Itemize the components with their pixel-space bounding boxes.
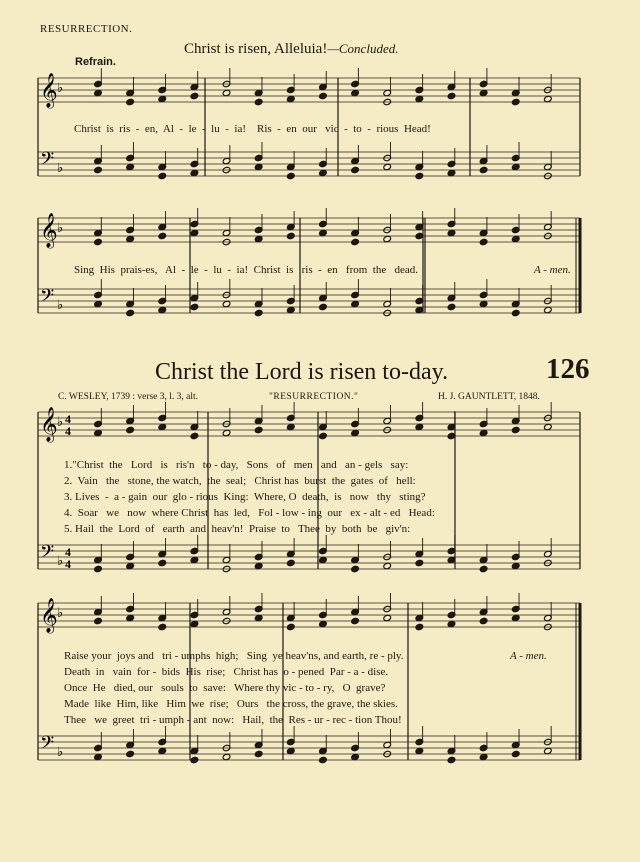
refrain-label: Refrain.: [75, 56, 116, 68]
bass-clef-icon: 𝄢: [40, 149, 55, 174]
flat-key-signature-icon: ♭: [57, 297, 64, 312]
note-head: [222, 753, 231, 760]
hymn-amen: A - men.: [510, 650, 547, 662]
note-head: [94, 166, 103, 173]
bass-clef-icon: 𝄢: [40, 286, 55, 311]
note-head: [287, 172, 296, 179]
note-head: [544, 306, 553, 313]
note-head: [190, 432, 199, 439]
note-head: [94, 753, 103, 760]
note-head: [287, 623, 296, 630]
note-head: [351, 565, 360, 572]
note-head: [479, 300, 488, 307]
time-signature-top: 4: [65, 412, 71, 426]
note-head: [254, 614, 263, 621]
time-signature-bottom: 4: [65, 424, 71, 438]
treble-clef-icon: 𝄞: [40, 73, 58, 108]
note-head: [319, 229, 328, 236]
note-head: [126, 98, 135, 105]
note-head: [447, 92, 456, 99]
note-head: [479, 238, 488, 245]
note-head: [479, 429, 488, 436]
note-head: [479, 565, 488, 572]
bass-clef-icon: 𝄢: [40, 733, 55, 758]
note-head: [415, 747, 424, 754]
note-head: [126, 614, 135, 621]
note-head: [126, 426, 135, 433]
note-head: [158, 559, 167, 566]
note-head: [287, 95, 296, 102]
note-head: [287, 232, 296, 239]
note-head: [94, 238, 103, 245]
note-head: [415, 559, 424, 566]
note-head: [479, 166, 488, 173]
note-head: [351, 300, 360, 307]
flat-key-signature-icon: ♭: [57, 553, 64, 568]
note-head: [415, 95, 424, 102]
refrain-lyrics-line1: Christ is ris - en, Al - le - lu - ia! Ris - en our vic - to - rious Head!: [74, 123, 431, 135]
note-head: [254, 235, 263, 242]
note-head: [94, 617, 103, 624]
note-head: [254, 750, 263, 757]
note-head: [511, 163, 520, 170]
note-head: [254, 98, 263, 105]
note-head: [126, 750, 135, 757]
note-head: [319, 92, 328, 99]
flat-key-signature-icon: ♭: [57, 160, 64, 175]
hymn-title: Christ the Lord is risen to-day.: [155, 359, 449, 385]
note-head: [511, 426, 520, 433]
note-head: [287, 306, 296, 313]
note-head: [511, 562, 520, 569]
note-head: [254, 426, 263, 433]
note-head: [190, 229, 199, 236]
note-head: [511, 614, 520, 621]
note-head: [479, 753, 488, 760]
note-head: [511, 98, 520, 105]
note-head: [126, 163, 135, 170]
note-head: [94, 429, 103, 436]
note-head: [415, 306, 424, 313]
note-head: [479, 617, 488, 624]
note-head: [158, 232, 167, 239]
note-head: [415, 423, 424, 430]
note-head: [511, 235, 520, 242]
note-head: [94, 565, 103, 572]
note-head: [158, 747, 167, 754]
note-head: [158, 172, 167, 179]
verse-3-line1: 3. Lives - a - gain our glo - rious King: Where, O death, is now thy sting?: [64, 491, 426, 503]
note-head: [351, 753, 360, 760]
hymn-number: 126: [546, 353, 590, 385]
note-head: [351, 166, 360, 173]
note-head: [447, 169, 456, 176]
note-head: [190, 620, 199, 627]
note-head: [447, 756, 456, 763]
note-head: [319, 432, 328, 439]
treble-clef-icon: 𝄞: [40, 407, 58, 442]
flat-key-signature-icon: ♭: [57, 220, 64, 235]
verse-1-line1: 1."Christ the Lord is ris'n to - day, Sons of men and an - gels say:: [64, 459, 409, 471]
credit-music: H. J. GAUNTLETT, 1848.: [438, 392, 540, 402]
note-head: [222, 89, 231, 96]
first-hymn-title-text: Christ is risen, Alleluia!: [184, 41, 328, 57]
note-head: [94, 89, 103, 96]
note-head: [479, 89, 488, 96]
note-head: [222, 429, 231, 436]
note-head: [190, 169, 199, 176]
note-head: [158, 95, 167, 102]
note-head: [222, 300, 231, 307]
verse-4-line1: 4. Soar we now where Christ has led, Fol - low - ing our ex - alt - ed Head:: [64, 507, 435, 519]
note-head: [94, 300, 103, 307]
note-head: [415, 232, 424, 239]
note-head: [319, 620, 328, 627]
note-head: [190, 556, 199, 563]
verse-4-line2: Made like Him, like Him we rise; Ours the cross, the grave, the skies.: [64, 698, 398, 710]
flat-key-signature-icon: ♭: [57, 80, 64, 95]
note-head: [351, 89, 360, 96]
verse-3-line2: Once He died, our souls to save: Where thy vic - to - ry, O grave?: [64, 682, 386, 694]
note-head: [415, 172, 424, 179]
note-head: [287, 747, 296, 754]
verse-5-line2: Thee we greet tri - umph - ant now: Hail, the Res - ur - rec - tion Thou!: [64, 714, 402, 726]
note-head: [383, 163, 392, 170]
tune-name: "RESURRECTION.": [269, 392, 359, 402]
note-head: [383, 614, 392, 621]
note-head: [544, 95, 553, 102]
treble-clef-icon: 𝄞: [40, 598, 58, 633]
note-head: [511, 750, 520, 757]
note-head: [383, 562, 392, 569]
verse-2-line1: 2. Vain the stone, the watch, the seal; Christ has burst the gates of hell:: [64, 475, 416, 487]
note-head: [319, 756, 328, 763]
flat-key-signature-icon: ♭: [57, 744, 64, 759]
flat-key-signature-icon: ♭: [57, 414, 64, 429]
note-head: [319, 556, 328, 563]
refrain-amen: A - men.: [534, 264, 571, 276]
note-head: [447, 229, 456, 236]
note-head: [158, 423, 167, 430]
note-head: [254, 163, 263, 170]
note-head: [126, 235, 135, 242]
note-head: [383, 235, 392, 242]
note-head: [447, 620, 456, 627]
verse-5-line1: 5. Hail the Lord of earth and heav'n! Praise to Thee by both be giv'n:: [64, 523, 411, 535]
verse-1-line2: Raise your joys and tri - umphs high; Sing ye heav'ns, and earth, re - ply.: [64, 650, 404, 662]
time-signature-top: 4: [65, 545, 71, 559]
note-head: [190, 756, 199, 763]
bass-clef-icon: 𝄢: [40, 542, 55, 567]
note-head: [254, 309, 263, 316]
note-head: [544, 747, 553, 754]
section-label: RESURRECTION.: [40, 23, 133, 35]
note-head: [544, 423, 553, 430]
time-signature-bottom: 4: [65, 557, 71, 571]
note-head: [319, 169, 328, 176]
flat-key-signature-icon: ♭: [57, 605, 64, 620]
note-head: [126, 309, 135, 316]
note-head: [319, 303, 328, 310]
note-head: [511, 309, 520, 316]
note-head: [351, 617, 360, 624]
note-head: [287, 559, 296, 566]
verse-2-line2: Death in vain for - bids His rise; Christ has o - pened Par - a - dise.: [64, 666, 389, 678]
note-head: [447, 303, 456, 310]
note-head: [126, 562, 135, 569]
note-head: [415, 623, 424, 630]
credit-words: C. WESLEY, 1739 : verse 3, l. 3, alt.: [58, 392, 199, 402]
note-head: [287, 423, 296, 430]
note-head: [190, 92, 199, 99]
note-head: [158, 306, 167, 313]
note-head: [351, 429, 360, 436]
first-hymn-title-suffix: —Concluded.: [327, 41, 399, 56]
treble-clef-icon: 𝄞: [40, 213, 58, 248]
refrain-lyrics-line2: Sing His prais-es, Al - le - lu - ia! Christ is ris - en from the dead.: [74, 264, 419, 276]
note-head: [190, 303, 199, 310]
note-head: [158, 623, 167, 630]
note-head: [351, 238, 360, 245]
note-head: [254, 562, 263, 569]
